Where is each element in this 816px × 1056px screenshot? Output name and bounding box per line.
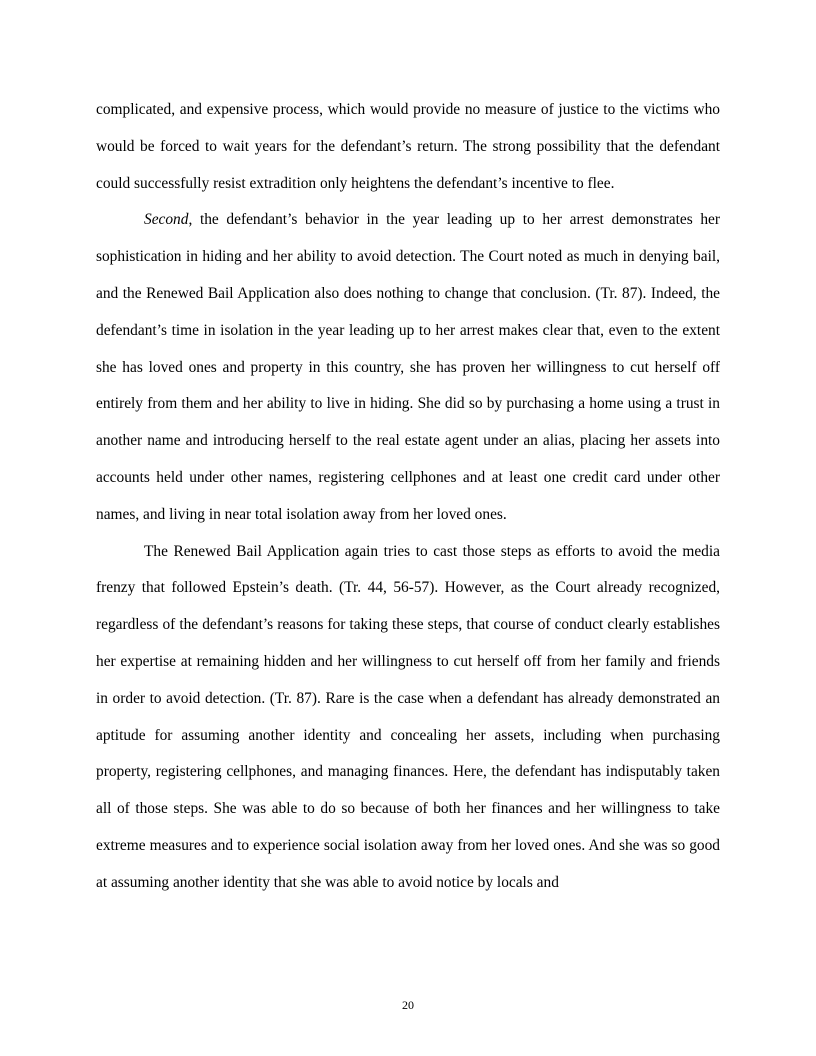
- page-number: 20: [402, 998, 414, 1012]
- paragraph-2: [96, 202, 720, 533]
- paragraph-2-lead: Second: [144, 211, 189, 229]
- body-text: [96, 92, 720, 902]
- paragraph-2-rest: , the defendant’s behavior in the year leading up to her arrest demonstrates her sophistication in hiding and her ability to avoid detection. The Court noted as much in denying bail, and the Renewed Bail Application also does nothing to change that conclusion. (Tr. 87). Indeed, the defendant’s time in isolation in the year leading up to her arrest makes clear that, even to the extent she has loved ones and property in this country, she has proven her willingness to cut herself off entirely from them and her ability to live in hiding. She did so by purchasing a home using a trust in another name and introducing herself to the real estate agent under an alias, placing her assets into accounts held under other names, registering cellphones and at least one credit card under other names, and living in near total isolation away from her loved ones.: [96, 211, 720, 523]
- paragraph-1: complicated, and expensive process, which would provide no measure of justice to the victims who would be forced to wait years for the defendant’s return. The strong possibility that the defendant could successfully resist extradition only heightens the defendant’s incentive to flee.: [96, 101, 720, 192]
- paragraph-3: The Renewed Bail Application again tries to cast those steps as efforts to avoid the media frenzy that followed Epstein’s death. (Tr. 44, 56-57). However, as the Court already recognized, regardless of the defendant’s reasons for taking these steps, that course of conduct clearly establishes her expertise at remaining hidden and her willingness to cut herself off from her family and friends in order to avoid detection. (Tr. 87). Rare is the case when a defendant has already demonstrated an aptitude for assuming another identity and concealing her assets, including when purchasing property, registering cellphones, and managing finances. Here, the defendant has indisputably taken all of those steps. She was able to do so because of both her finances and her willingness to take extreme measures and to experience social isolation away from her loved ones. And she was so good at assuming another identity that she was able to avoid notice by locals and: [96, 542, 720, 891]
